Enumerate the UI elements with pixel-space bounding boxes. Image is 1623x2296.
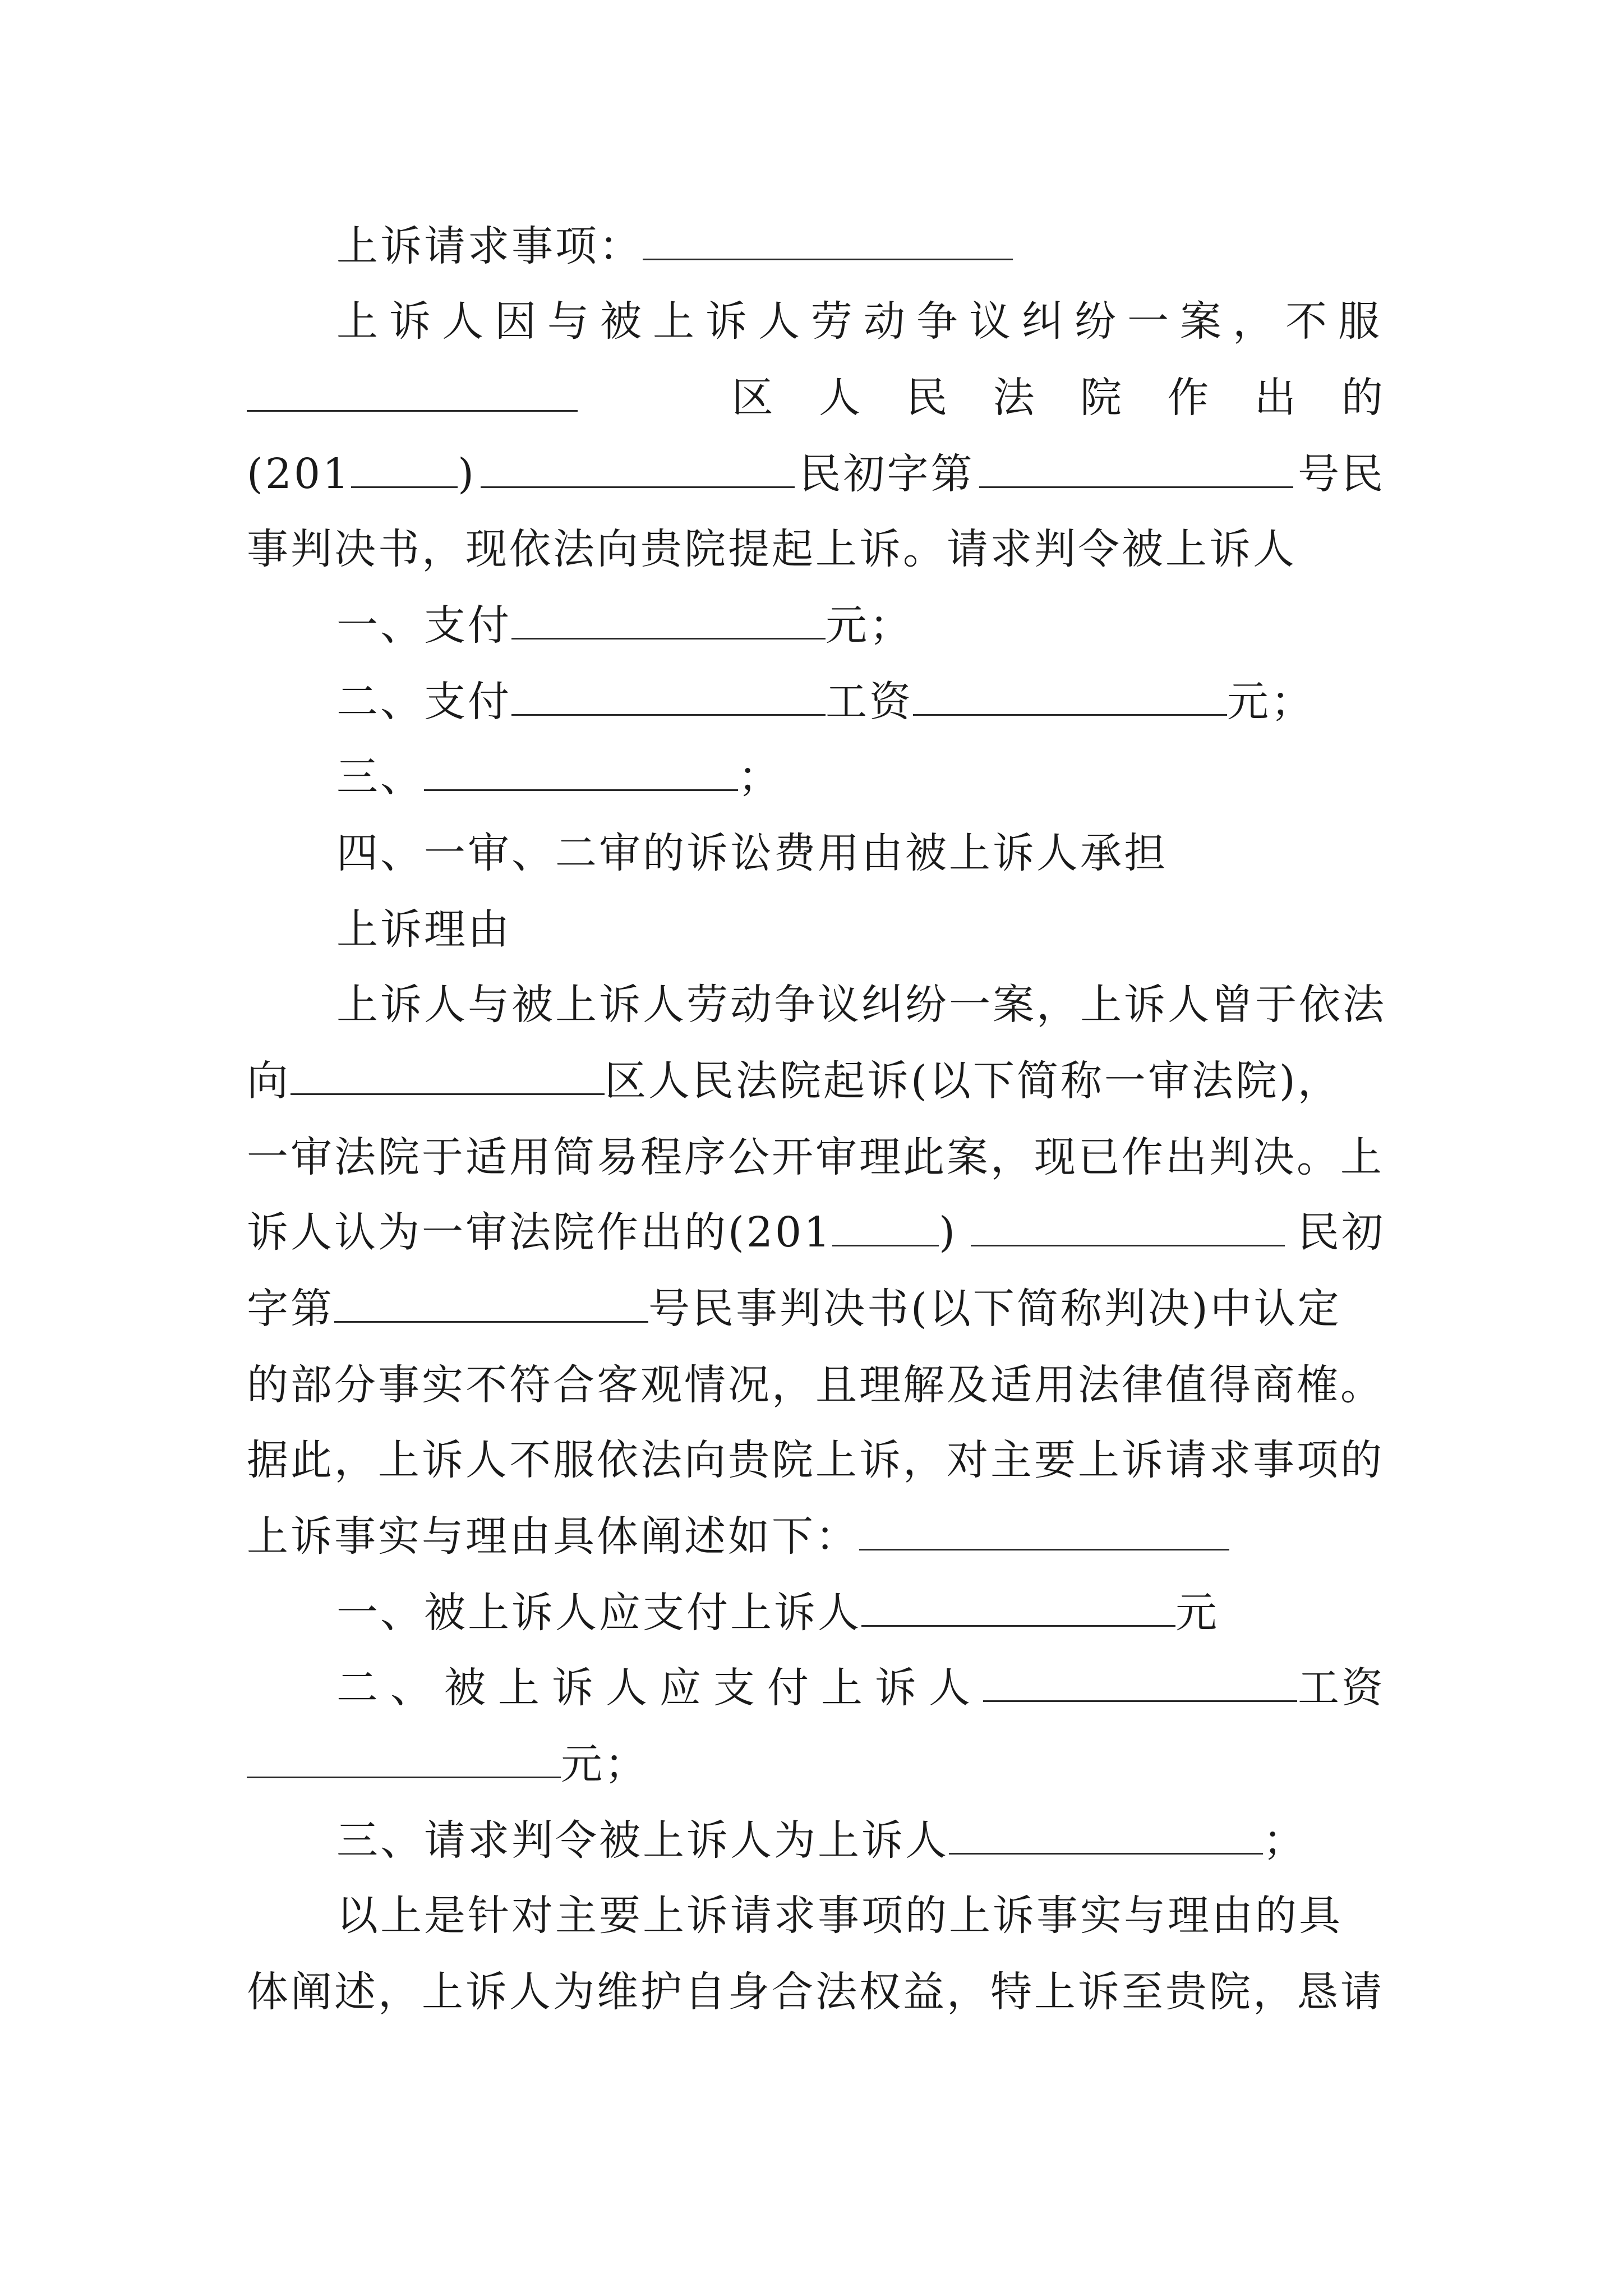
reason-item-text: 三、请求判令被上诉人为上诉人 <box>336 1816 949 1865</box>
claim-item-text: 四、一审、二审的诉讼费用由被上诉人承担 <box>336 829 1168 877</box>
paragraph-line <box>336 1879 1385 1952</box>
paragraph-line <box>247 1500 1385 1573</box>
claim-blank <box>424 752 738 791</box>
reason-item-3 <box>336 1804 1385 1877</box>
reason-item-2 <box>336 1651 1385 1724</box>
paragraph-text: 体阐述，上诉人为维护自身合法权益，特上诉至贵院，恳请 <box>247 1968 1384 2016</box>
case-year-blank <box>832 1208 939 1246</box>
claim-item-4 <box>336 817 1385 890</box>
paragraph-text: 事判决书，现依法向贵院提起上诉。请求判令被上诉人 <box>247 525 1297 573</box>
claim-item-3 <box>336 740 1385 813</box>
paragraph-text: 民初 <box>1298 1208 1385 1257</box>
reason-item-unit: 元 <box>1175 1589 1219 1637</box>
amount-blank <box>861 1588 1175 1627</box>
court-char: 法 <box>993 374 1037 422</box>
paragraph-text: 号民事判决书(以下简称判决)中认定 <box>648 1285 1341 1333</box>
statement-blank <box>859 1512 1229 1550</box>
claim-item-2 <box>336 665 1385 738</box>
paragraph-text: 一审法院于适用简易程序公开审理此案，现已作出判决。上 <box>247 1133 1384 1181</box>
reason-item-unit: 元； <box>561 1740 648 1788</box>
claim-item-punct: ； <box>738 753 782 801</box>
paragraph-line <box>247 1196 1385 1269</box>
paragraph-text: 据此，上诉人不服依法向贵院上诉，对主要上诉请求事项的 <box>247 1436 1384 1484</box>
paragraph-text: 字第 <box>247 1285 334 1333</box>
appeal-reasons-heading <box>336 893 1385 966</box>
wage-type-blank <box>983 1663 1297 1702</box>
claim-item-text: 工资 <box>826 678 913 726</box>
court-char: 作 <box>1167 374 1211 422</box>
paragraph-line <box>247 1955 1385 2028</box>
reason-item-text: 二、被上诉人应支付上诉人 <box>336 1664 983 1712</box>
section-heading: 上诉理由 <box>336 905 511 954</box>
paragraph-line <box>247 361 1385 434</box>
case-year-suffix: ) <box>458 450 476 498</box>
paragraph-text: 上诉事实与理由具体阐述如下： <box>247 1512 859 1561</box>
reason-item-text: 工资 <box>1298 1664 1385 1712</box>
case-number-blank <box>979 449 1293 488</box>
paragraph-text: ) <box>939 1208 957 1257</box>
appeal-claims-heading-line <box>336 210 1385 283</box>
court-char: 区 <box>731 374 776 422</box>
court-char: 院 <box>1080 374 1124 422</box>
paragraph-text: 向 <box>247 1057 291 1105</box>
court-char: 人 <box>818 374 863 422</box>
paragraph-line <box>247 1424 1385 1497</box>
court-char: 出 <box>1254 374 1298 422</box>
court-char: 的 <box>1341 374 1385 422</box>
appeal-claims-blank <box>643 222 1013 260</box>
case-number-blank <box>334 1284 648 1323</box>
paragraph-line <box>247 1121 1385 1194</box>
paragraph-text: 的部分事实不符合客观情况，且理解及适用法律值得商榷。 <box>247 1361 1384 1409</box>
claim-blank <box>949 1816 1263 1855</box>
paragraph-text: 上诉人因与被上诉人劳动争议纠纷一案，不服 <box>336 297 1391 346</box>
appeal-claims-label: 上诉请求事项： <box>336 222 643 270</box>
paragraph-line <box>336 285 1391 358</box>
case-type-text: 民初字第 <box>799 450 975 498</box>
claim-item-text: 三、 <box>336 753 424 801</box>
reason-item-text: 一、被上诉人应支付上诉人 <box>336 1589 861 1637</box>
court-char: 民 <box>906 374 950 422</box>
amount-blank <box>913 677 1227 716</box>
paragraph-line <box>336 968 1385 1041</box>
paragraph-line <box>247 1349 1385 1421</box>
case-court-blank <box>481 449 795 488</box>
case-court-blank <box>971 1208 1285 1246</box>
case-year-prefix: (201 <box>247 450 352 498</box>
reason-item-1 <box>336 1576 1385 1649</box>
claim-item-text: 二、支付 <box>336 678 511 726</box>
paragraph-line <box>247 513 1385 586</box>
reason-item-2-continued <box>247 1728 1385 1801</box>
case-number-suffix: 号民 <box>1298 450 1385 498</box>
claim-item-unit: 元； <box>1227 678 1315 726</box>
amount-blank <box>511 601 826 639</box>
paragraph-text: 诉人认为一审法院作出的(201 <box>247 1208 833 1257</box>
claim-item-text: 一、支付 <box>336 601 511 650</box>
reason-item-punct: ； <box>1263 1816 1307 1865</box>
district-blank <box>247 373 578 412</box>
paragraph-line <box>247 1045 1385 1117</box>
paragraph-text: 上诉人与被上诉人劳动争议纠纷一案，上诉人曾于依法 <box>336 981 1386 1029</box>
amount-blank <box>247 1740 561 1778</box>
paragraph-text: 以上是针对主要上诉请求事项的上诉事实与理由的具 <box>336 1892 1343 1940</box>
case-year-blank <box>351 449 458 488</box>
wage-type-blank <box>511 677 826 716</box>
paragraph-line <box>247 1272 1385 1345</box>
paragraph-text: 区人民法院起诉(以下简称一审法院)， <box>605 1057 1341 1105</box>
claim-item-1 <box>336 589 1385 662</box>
claim-item-unit: 元； <box>826 601 913 650</box>
paragraph-line <box>247 438 1385 510</box>
district-blank <box>291 1056 605 1095</box>
